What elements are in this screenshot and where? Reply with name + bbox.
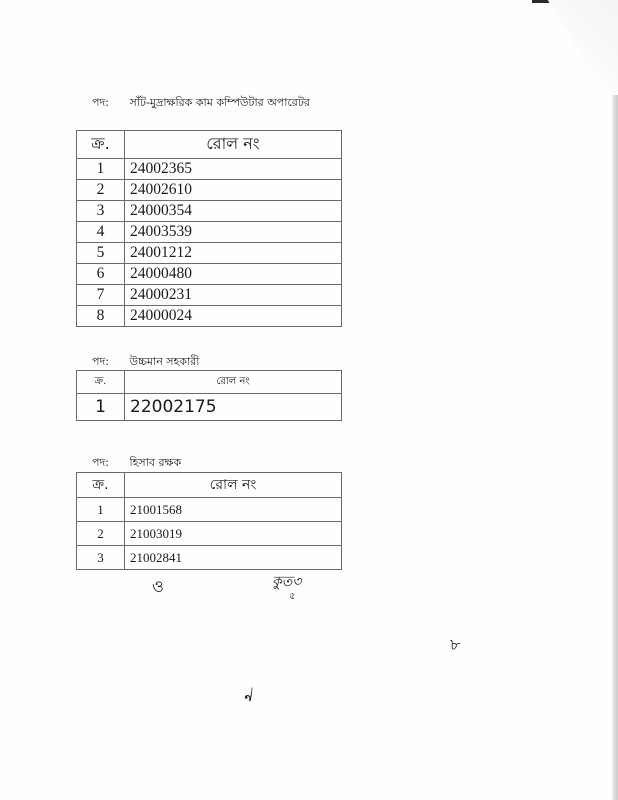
serial-cell: 3 [77, 546, 125, 570]
roll-header: রোল নং [125, 131, 342, 159]
page-edge-shadow [612, 95, 618, 800]
roll-header: রোল নং [125, 371, 342, 394]
serial-cell: 5 [77, 243, 125, 264]
table-row [77, 546, 342, 570]
serial-cell: 7 [77, 285, 125, 306]
handwritten-signature-sub: ৫ [289, 591, 296, 602]
post-label-3 [92, 454, 181, 473]
table-row [77, 264, 342, 285]
post-key: পদ: [92, 456, 109, 469]
serial-cell: 1 [77, 498, 125, 522]
post-title: উচ্চমান সহকারী [129, 355, 200, 368]
serial-cell: 2 [77, 522, 125, 546]
roll-header: রোল নং [125, 473, 342, 498]
roll-cell: 24000480 [125, 264, 342, 285]
roll-cell: 24001212 [125, 243, 342, 264]
table-row [77, 498, 342, 522]
post-title: হিসাব রক্ষক [129, 456, 182, 469]
table-row [77, 243, 342, 264]
table-row [77, 394, 342, 421]
post-key: পদ: [92, 96, 109, 109]
roll-cell: 22002175 [125, 394, 342, 421]
table-row [77, 285, 342, 306]
table-header [77, 371, 342, 394]
serial-cell: 2 [77, 180, 125, 201]
roll-cell: 21001568 [125, 498, 342, 522]
roll-cell: 21002841 [125, 546, 342, 570]
serial-header: ক্র. [77, 131, 125, 159]
post-title: সাঁট-মুদ্রাক্ষরিক কাম কম্পিউটার অপারেটর [129, 96, 310, 109]
post-key: পদ: [92, 355, 109, 368]
table-row [77, 159, 342, 180]
post-label-1 [92, 94, 310, 113]
handwritten-signature: কুত৩ [272, 574, 302, 590]
table-row [77, 201, 342, 222]
table-header [77, 473, 342, 498]
serial-cell: 8 [77, 306, 125, 327]
handwritten-scribble: ৵ [239, 680, 260, 708]
roll-cell: 24003539 [125, 222, 342, 243]
table-row [77, 306, 342, 327]
handwritten-initial: ও [152, 577, 164, 596]
roll-cell: 21003019 [125, 522, 342, 546]
roll-cell: 24002365 [125, 159, 342, 180]
serial-cell: 4 [77, 222, 125, 243]
roll-cell: 24000231 [125, 285, 342, 306]
serial-header: ক্র. [77, 473, 125, 498]
folded-corner [528, 0, 618, 100]
serial-cell: 1 [77, 159, 125, 180]
serial-cell: 3 [77, 201, 125, 222]
serial-header: ক্র. [77, 371, 125, 394]
roll-cell: 24000024 [125, 306, 342, 327]
roll-table-3 [76, 472, 342, 570]
table-row [77, 522, 342, 546]
table-row [77, 180, 342, 201]
roll-cell: 24000354 [125, 201, 342, 222]
serial-cell: 1 [77, 394, 125, 421]
roll-cell: 24002610 [125, 180, 342, 201]
table-row [77, 222, 342, 243]
roll-table-2 [76, 370, 342, 421]
roll-table-1 [76, 130, 342, 327]
handwritten-page-mark: ৮ [450, 635, 461, 654]
table-header [77, 131, 342, 159]
serial-cell: 6 [77, 264, 125, 285]
